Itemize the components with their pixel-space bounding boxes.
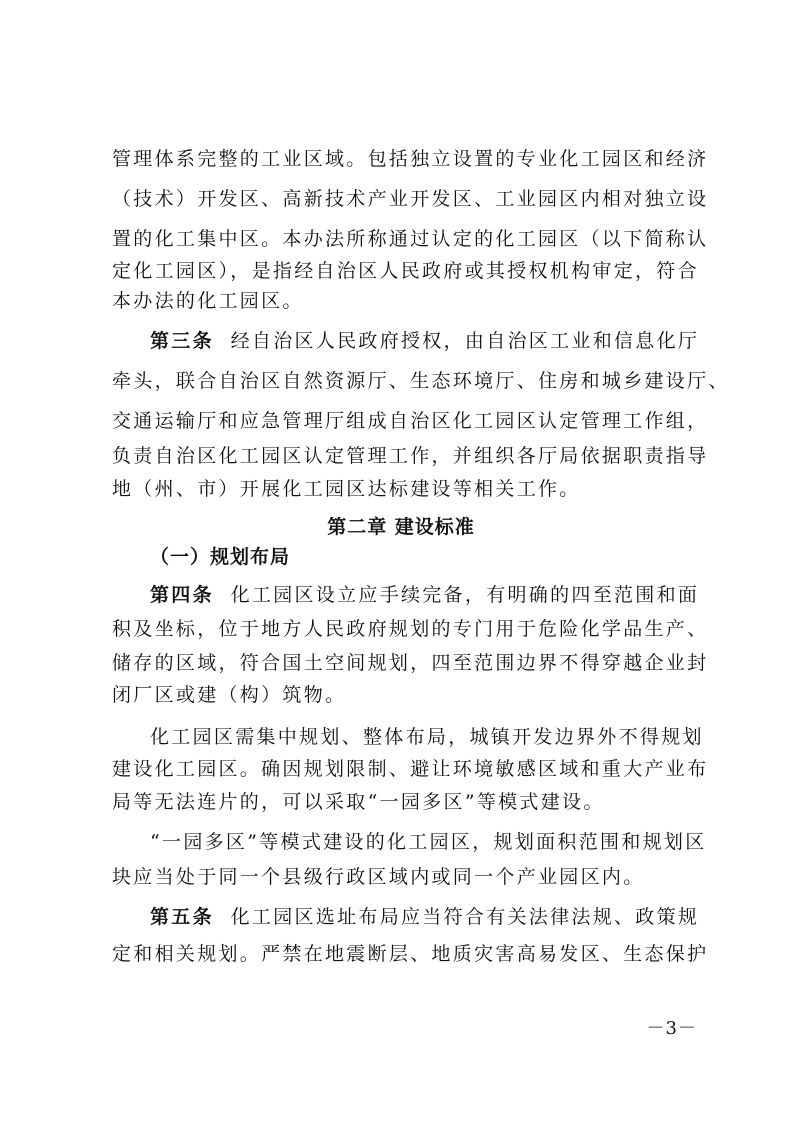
text-line: 经自治区人民政府授权，由自治区工业和信息化厅 [230,330,700,352]
text-line: 管理体系完整的工业区域。包括独立设置的专业化工园区和经济 [112,148,709,170]
article-4-first-line [150,580,700,610]
text-line: 交通运输厅和应急管理厅组成自治区化工园区认定管理工作组， [112,410,709,432]
article-4-keyword: 第四条 [150,584,214,606]
text-line: 局等无法连片的，可以采取“一园多区”等模式建设。 [112,791,605,813]
text-line: 储存的区域，符合国土空间规划，四至范围边界不得穿越企业封 [112,652,709,674]
text-line: 置的化工集中区。本办法所称通过认定的化工园区（以下简称认 [112,228,709,250]
text-line: 建设化工园区。确因规划限制、避让环境敏感区域和重大产业布 [112,758,709,780]
text-line: 闭厂区或建（构）筑物。 [112,684,347,706]
text-line: 本办法的化工园区。 [112,290,304,312]
article-5-first-line [150,902,700,932]
section-heading: （一）规划布局 [150,546,291,568]
text-line: 地（州、市）开展化工园区达标建设等相关工作。 [112,478,581,500]
text-line: 块应当处于同一个县级行政区域内或同一个产业园区内。 [112,866,645,888]
page-number: －3－ [646,1018,697,1039]
text-line: 积及坐标，位于地方人民政府规划的专门用于危险化学品生产、 [112,618,709,640]
text-line: 牵头，联合自治区自然资源厅、生态环境厅、住房和城乡建设厅、 [112,370,730,392]
text-line: 化工园区需集中规划、整体布局，城镇开发边界外不得规划 [150,726,704,748]
article-3-first-line [150,326,700,356]
text-line: “一园多区”等模式建设的化工园区，规划面积范围和规划区 [150,831,707,853]
text-line: 定和相关规划。严禁在地震断层、地质灾害高易发区、生态保护 [112,943,709,965]
article-5-keyword: 第五条 [150,906,214,928]
text-line: 定化工园区），是指经自治区人民政府或其授权机构审定，符合 [112,260,699,282]
text-line: 化工园区设立应手续完备，有明确的四至范围和面 [230,584,700,606]
text-line: 化工园区选址布局应当符合有关法律法规、政策规 [230,906,700,928]
text-line: 负责自治区化工园区认定管理工作，并组织各厅局依据职责指导 [112,445,709,467]
text-line: （技术）开发区、高新技术产业开发区、工业园区内相对独立设 [112,188,709,210]
chapter-heading: 第二章 建设标准 [327,516,475,538]
article-3-keyword: 第三条 [150,330,214,352]
